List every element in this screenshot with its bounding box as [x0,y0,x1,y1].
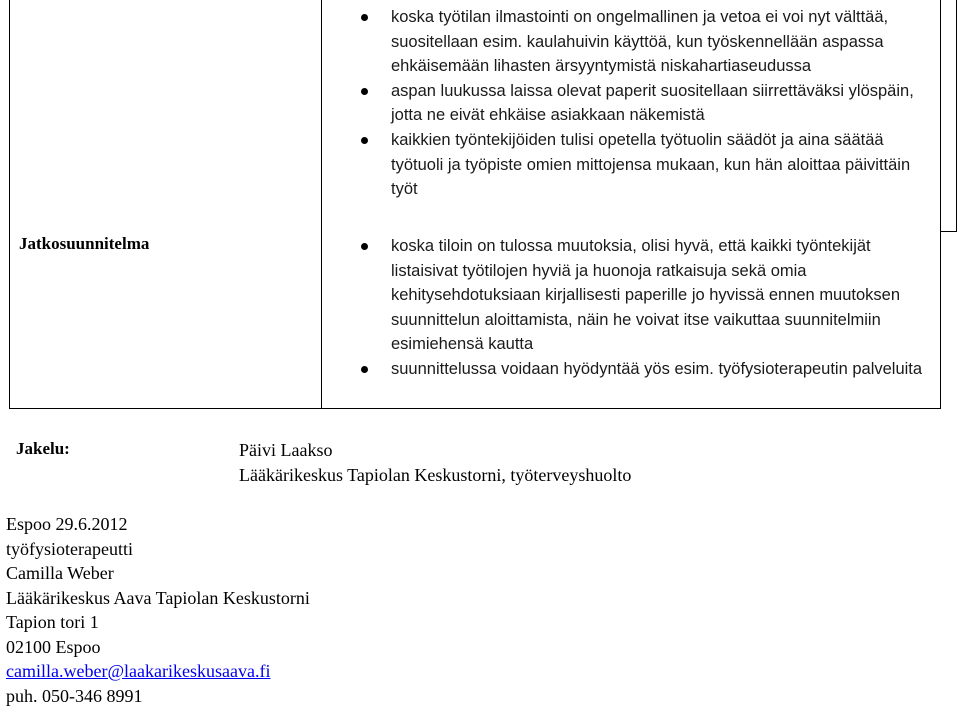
table-left-border [9,0,10,409]
place-date: Espoo 29.6.2012 [6,514,128,534]
phone-number: puh. 050-346 8991 [6,685,143,706]
table-row-divider [940,231,956,232]
recipient-organization: Lääkärikeskus Tapiolan Keskustorni, työterveyshuolto [239,464,632,485]
bullet-icon [361,243,368,250]
list-item: koska tiloin on tulossa muutoksia, olisi hyvä, että kaikki työntekijät listaisivat työtilojen hyviä ja huonoja ratkaisuja sekä omia kehitysehdotuksiaan kirjallisesti paperille jo hyvissä ennen muutoksen suunnittelun aloittamista, näin he voivat itse vaikuttaa suunnitelmiin esimiehensä kautta [391,234,931,357]
table-right-border [940,0,941,409]
bullet-icon [361,14,368,21]
jatko-bullet-list [391,234,931,382]
list-item: koska työtilan ilmastointi on ongelmallinen ja vetoa ei voi nyt välttää, suositellaan esim. kaulahuivin käyttöä, kun työskennellään aspassa ehkäisemään lihasten ärsyyntymistä niskahartiaseudussa [391,5,931,79]
bullet-icon [361,366,368,373]
email-link[interactable]: camilla.weber@laakarikeskusaava.fi [6,661,271,681]
table-outer-right-edge [956,0,957,232]
recipient-name: Päivi Laakso [239,440,333,460]
table-column-divider [321,0,322,409]
signer-name: Camilla Weber [6,563,114,583]
distribution-label: Jakelu: [16,439,70,458]
list-item: suunnittelussa voidaan hyödyntää yös esim. työfysioterapeutin palveluita [391,357,931,382]
signature-block [6,512,310,708]
table-bottom-border [9,408,941,409]
bullet-icon [361,88,368,95]
continuation-bullet-list [391,5,931,202]
list-item: aspan luukussa laissa olevat paperit suositellaan siirrettäväksi ylöspäin, jotta ne eivät ehkäise asiakkaan näkemistä [391,79,931,128]
jatko-label: Jatkosuunnitelma [19,234,150,253]
distribution-recipients [239,438,631,487]
signer-organization: Lääkärikeskus Aava Tapiolan Keskustorni [6,587,310,608]
postal-address: 02100 Espoo [6,636,101,657]
bullet-icon [361,137,368,144]
street-address: Tapion tori 1 [6,612,99,632]
signer-title: työfysioterapeutti [6,538,133,559]
list-item: kaikkien työntekijöiden tulisi opetella työtuolin säädöt ja aina säätää työtuoli ja työpiste omien mittojensa mukaan, kun hän aloittaa päivittäin työt [391,128,931,202]
